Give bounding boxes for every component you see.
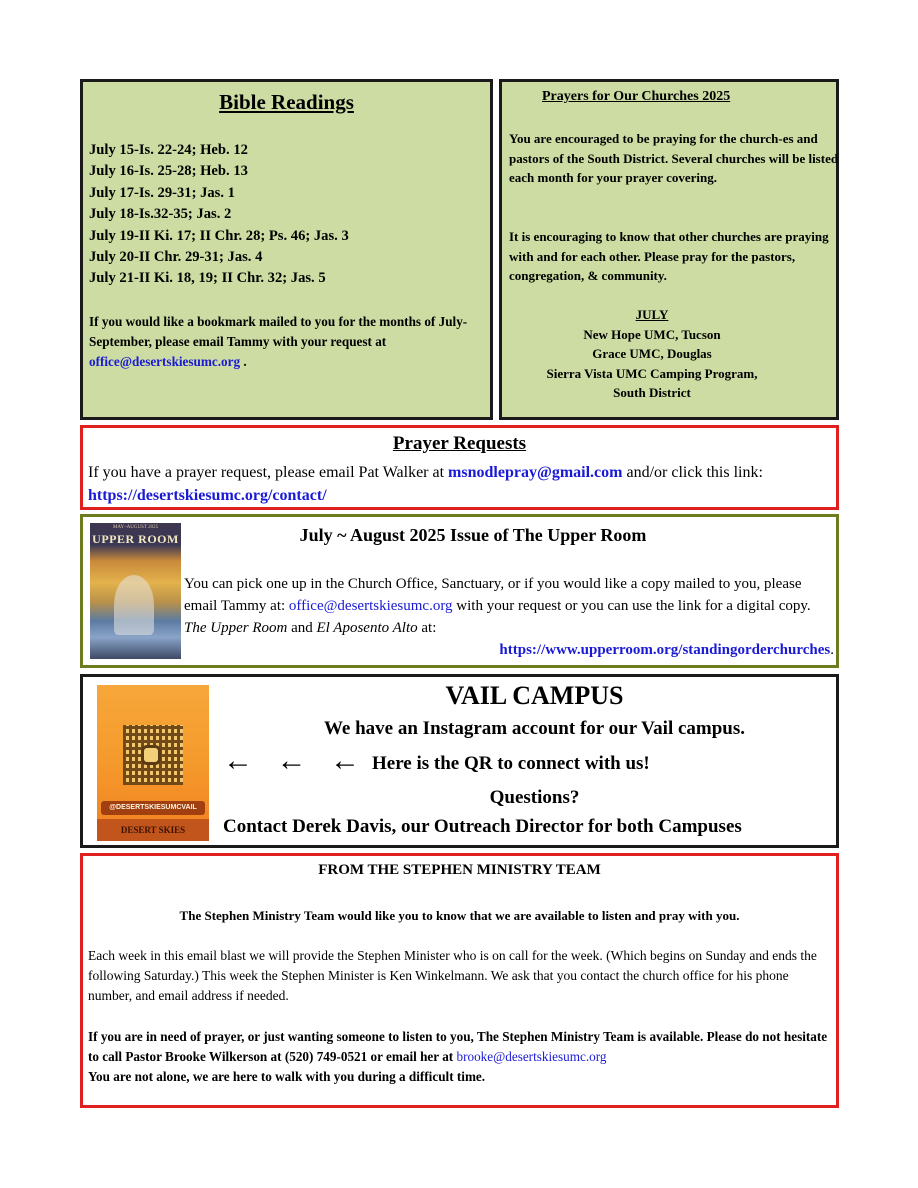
poster-bottom: DESERT SKIES xyxy=(97,819,209,841)
instagram-icon xyxy=(141,745,161,765)
reading-item: July 20-II Chr. 29-31; Jas. 4 xyxy=(89,249,263,266)
churches-paragraph-1: You are encouraged to be praying for the church-es and pastors of the South District. Several churches will be listed each month for your prayer covering. xyxy=(509,131,839,186)
stephen-ministry-box xyxy=(80,853,839,1108)
church-item: New Hope UMC, Tucson xyxy=(583,326,721,342)
church-item: Sierra Vista UMC Camping Program, xyxy=(546,365,758,381)
reading-item: July 19-II Ki. 17; II Chr. 28; Ps. 46; Jas. 3 xyxy=(89,227,349,244)
upper-room-box xyxy=(80,514,839,668)
prayers-churches-title: Prayers for Our Churches 2025 xyxy=(542,89,731,104)
requests-text-before: If you have a prayer request, please email Pat Walker at xyxy=(88,464,449,481)
vail-campus-box xyxy=(80,674,839,848)
prayer-requests-text xyxy=(88,461,833,507)
bookmark-paragraph xyxy=(89,312,485,372)
churches-month: JULY xyxy=(635,307,669,322)
prayers-churches-box xyxy=(499,79,839,420)
upper-text-2: with your request or you can use the link for a digital copy. xyxy=(452,598,811,614)
vail-contact-line: Contact Derek Davis, our Outreach Director for both Campuses xyxy=(223,816,742,837)
prayer-requests-title: Prayer Requests xyxy=(392,433,527,454)
stephen-title: FROM THE STEPHEN MINISTRY TEAM xyxy=(318,862,601,878)
upper-room-link[interactable]: https://www.upperroom.org/standingorderchurches xyxy=(499,642,831,658)
upper-link-end: . xyxy=(830,642,834,658)
upper-room-title: July ~ August 2025 Issue of The Upper Room xyxy=(299,525,647,545)
bible-readings-box xyxy=(80,79,493,420)
reading-item: July 21-II Ki. 18, 19; II Chr. 32; Jas. 5 xyxy=(89,270,326,287)
vail-questions: Questions? xyxy=(489,787,580,808)
stephen-paragraph-2: Each week in this email blast we will provide the Stephen Minister who is on call for the week. (Which begins on Sunday and ends the following Saturday.) This week the Stephen Minister is Ken Winkelmann. We ask that you contact the church office for his phone number, and email address if needed. xyxy=(88,948,817,1003)
cover-title: UPPER ROOM xyxy=(92,532,179,546)
prayer-requests-box xyxy=(80,425,839,510)
upper-text-3: and xyxy=(287,620,317,636)
bookmark-text: If you would like a bookmark mailed to you for the months of July-September, please email Tammy with your request at xyxy=(89,314,468,349)
contact-page-link[interactable]: https://desertskiesumc.org/contact/ xyxy=(88,487,327,504)
reading-item: July 16-Is. 25-28; Heb. 13 xyxy=(89,163,248,180)
reading-item: July 15-Is. 22-24; Heb. 12 xyxy=(89,142,248,158)
cover-figure xyxy=(114,575,154,635)
reading-item: July 17-Is. 29-31; Jas. 1 xyxy=(89,184,235,201)
bible-readings-list xyxy=(89,140,349,290)
stephen-paragraph-1: The Stephen Ministry Team would like you to know that we are available to listen and pray with you. xyxy=(179,908,740,923)
church-item: Grace UMC, Douglas xyxy=(592,346,712,362)
vail-qr-line: Here is the QR to connect with us! xyxy=(372,753,650,774)
vail-campus-title: VAIL CAMPUS xyxy=(445,681,624,710)
upper-text-1: You can pick one up in the Church Office, Sanctuary, or if you would like a copy mailed to you, please email Tammy at: xyxy=(184,576,802,614)
upper-email[interactable]: office@desertskiesumc.org xyxy=(288,598,453,614)
stephen-p3b: You are not alone, we are here to walk with you during a difficult time. xyxy=(88,1069,486,1084)
upper-italic-2: El Aposento Alto xyxy=(316,620,418,636)
bookmark-end: . xyxy=(240,354,247,369)
left-arrows-icon: ← ← ← xyxy=(223,744,368,777)
churches-month-list xyxy=(502,305,802,403)
bookmark-email-link[interactable]: office@desertskiesumc.org xyxy=(89,354,241,369)
upper-link-line xyxy=(184,639,834,661)
requests-text-middle: and/or click this link: xyxy=(622,464,763,481)
vail-instagram-line: We have an Instagram account for our Vail campus. xyxy=(323,718,746,739)
cover-date: MAY–AUGUST 2025 xyxy=(112,525,159,530)
brooke-email-link[interactable]: brooke@desertskiesumc.org xyxy=(456,1049,607,1064)
upper-room-text xyxy=(184,573,834,661)
church-item: South District xyxy=(613,385,691,401)
bible-readings-title: Bible Readings xyxy=(219,90,354,114)
stephen-paragraph-3 xyxy=(88,1027,833,1087)
prayer-email-link[interactable]: msnodlepray@gmail.com xyxy=(448,464,623,481)
upper-text-4: at: xyxy=(417,620,437,636)
stephen-p3a: If you are in need of prayer, or just wanting someone to listen to you, The Stephen Ministry Team is available. Please do not hesitate to call Pastor Brooke Wilkerson at (520) 749-0521 or email her at xyxy=(88,1029,828,1064)
poster-handle: @DESERTSKIESUMCVAIL xyxy=(101,801,205,815)
churches-paragraph-2: It is encouraging to know that other churches are praying with and for each other. Please pray for the pastors, congregation, & community. xyxy=(509,229,829,284)
upper-room-cover-image xyxy=(90,523,181,659)
instagram-qr-poster[interactable] xyxy=(97,685,209,841)
reading-item: July 18-Is.32-35; Jas. 2 xyxy=(89,206,232,223)
upper-italic-1: The Upper Room xyxy=(184,620,288,636)
